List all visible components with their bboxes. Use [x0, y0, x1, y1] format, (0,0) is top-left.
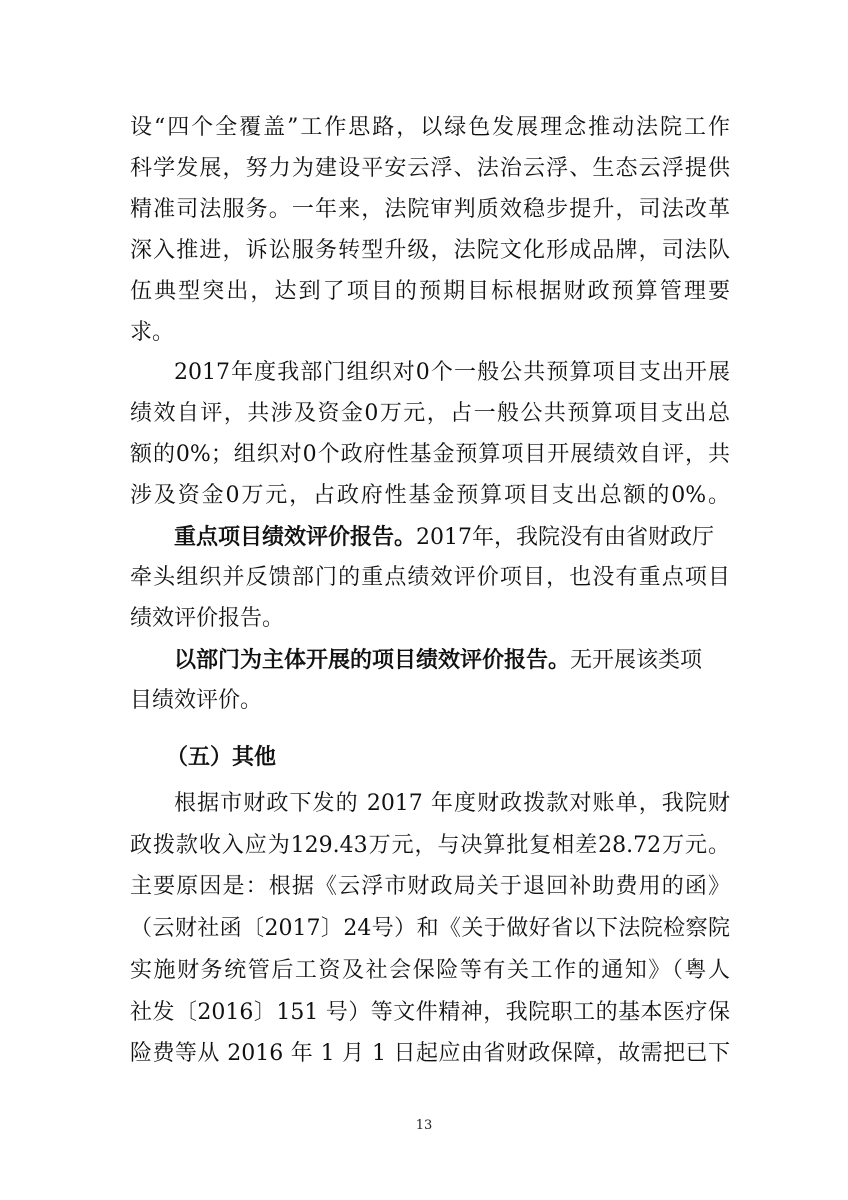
section-heading-other: （五）其他 — [166, 744, 277, 770]
paragraph-3-lead: 重点项目绩效评价报告。 — [174, 524, 417, 550]
paragraph-2-line-2: 绩效自评，共涉及资金0万元，占一般公共预算项目支出总 — [130, 401, 730, 426]
paragraph-5-line-3: 主要原因是：根据《云浮市财政局关于退回补助费用的函》 — [130, 874, 730, 899]
paragraph-5-line-1: 根据市财政下发的 2017 年度财政拨款对账单，我院财 — [174, 791, 730, 816]
paragraph-1-line-5: 伍典型突出，达到了项目的预期目标根据财政预算管理要 — [130, 279, 730, 304]
paragraph-5-line-6: 社发〔2016〕151 号）等文件精神，我院职工的基本医疗保 — [130, 1000, 730, 1025]
paragraph-2-line-1: 2017年度我部门组织对0个一般公共预算项目支出开展 — [174, 360, 730, 385]
paragraph-1-line-2: 科学发展，努力为建设平安云浮、法治云浮、生态云浮提供 — [130, 156, 730, 181]
paragraph-4-line-2: 目绩效评价。 — [130, 688, 263, 713]
paragraph-4-line-1 — [174, 645, 730, 676]
paragraph-3-line-1-text: 2017年，我院没有由省财政厅 — [416, 525, 715, 550]
paragraph-1-line-1: 设“四个全覆盖”工作思路，以绿色发展理念推动法院工作 — [130, 115, 730, 140]
paragraph-3-line-3: 绩效评价报告。 — [130, 606, 285, 631]
paragraph-5-line-7: 险费等从 2016 年 1 月 1 日起应由省财政保障，故需把已下 — [130, 1041, 730, 1066]
paragraph-1-line-3: 精准司法服务。一年来，法院审判质效稳步提升，司法改革 — [130, 197, 730, 222]
paragraph-4-line-1-text: 无开展该类项 — [570, 648, 703, 673]
paragraph-5-line-5: 实施财务统管后工资及社会保险等有关工作的通知》（粤人 — [130, 958, 730, 983]
paragraph-5-line-2: 政拨款收入应为129.43万元，与决算批复相差28.72万元。 — [130, 833, 730, 858]
paragraph-2-line-3: 额的0%；组织对0个政府性基金预算项目开展绩效自评，共 — [130, 442, 730, 467]
paragraph-5-line-4: （云财社函〔2017〕24号）和《关于做好省以下法院检察院 — [130, 916, 730, 941]
paragraph-4-lead: 以部门为主体开展的项目绩效评价报告。 — [174, 647, 571, 673]
page-number: 13 — [415, 1118, 433, 1133]
paragraph-3-line-1 — [174, 522, 730, 553]
paragraph-1-line-6: 求。 — [130, 320, 175, 345]
paragraph-3-line-2: 牵头组织并反馈部门的重点绩效评价项目，也没有重点项目 — [130, 565, 730, 590]
paragraph-1-line-4: 深入推进，诉讼服务转型升级，法院文化形成品牌，司法队 — [130, 238, 730, 263]
paragraph-2-line-4: 涉及资金0万元，占政府性基金预算项目支出总额的0%。 — [130, 483, 730, 508]
